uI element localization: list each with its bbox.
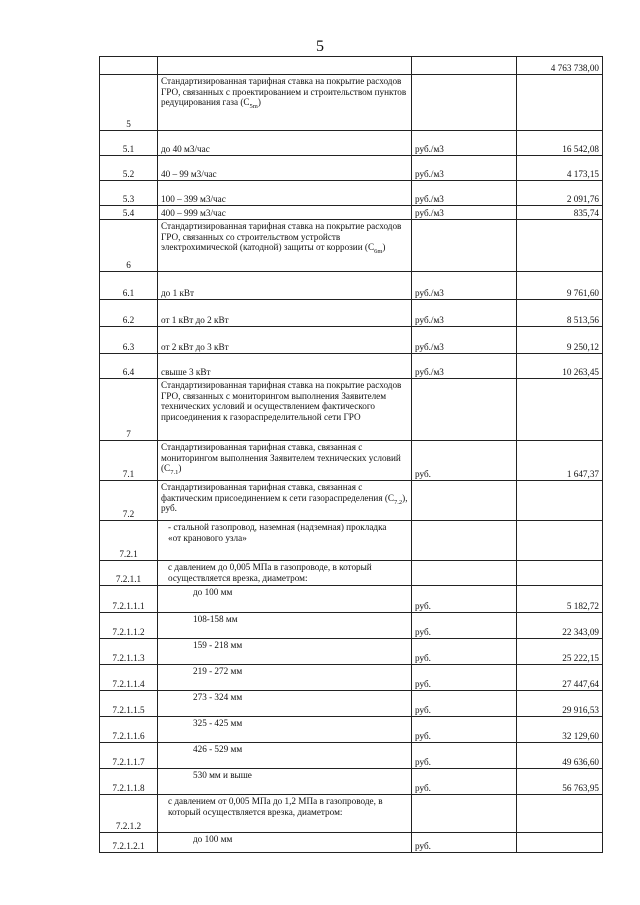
row-number: 5.1 <box>100 131 158 156</box>
row-description <box>158 300 412 327</box>
table-row <box>100 379 603 441</box>
row-description <box>158 75 412 131</box>
table-row <box>100 561 603 586</box>
row-value: 49 636,60 <box>517 743 603 769</box>
description-text: Стандартизированная тарифная ставка, связанная с фактическим присоединением к сети газораспределения (С <box>161 482 395 503</box>
table-row <box>100 717 603 743</box>
row-number: 6.4 <box>100 354 158 379</box>
description-text: с давлением от 0,005 МПа до 1,2 МПа в газопроводе, в который осуществляется врезка, диаметром: <box>168 796 383 817</box>
row-value: 16 542,08 <box>517 131 603 156</box>
row-value: 4 173,15 <box>517 156 603 181</box>
description-text: 159 - 218 мм <box>193 640 243 650</box>
row-value: 1 647,37 <box>517 441 603 481</box>
row-number: 7.2.1.1.8 <box>100 769 158 795</box>
row-number: 7.2.1.1.6 <box>100 717 158 743</box>
table-row <box>100 327 603 354</box>
description-text: до 100 мм <box>193 834 233 844</box>
row-unit: руб./м3 <box>412 156 517 181</box>
row-unit: руб. <box>412 639 517 665</box>
row-value <box>517 833 603 853</box>
row-value <box>517 379 603 441</box>
description-text: 400 – 999 м3/час <box>161 207 226 218</box>
table-row <box>100 833 603 853</box>
row-value: 5 182,72 <box>517 586 603 613</box>
row-description <box>158 639 412 665</box>
row-description <box>158 717 412 743</box>
row-number: 7 <box>100 379 158 441</box>
description-text: от 2 кВт до 3 кВт <box>161 341 229 352</box>
row-number: 5 <box>100 75 158 131</box>
row-description <box>158 156 412 181</box>
tariff-table-body <box>100 57 603 853</box>
row-value: 29 916,53 <box>517 691 603 717</box>
row-description <box>158 743 412 769</box>
row-description <box>158 561 412 586</box>
row-value: 9 761,60 <box>517 272 603 300</box>
row-value <box>517 220 603 272</box>
row-unit: руб. <box>412 586 517 613</box>
row-unit <box>412 75 517 131</box>
row-number: 7.2.1.1.1 <box>100 586 158 613</box>
row-value: 32 129,60 <box>517 717 603 743</box>
table-row <box>100 613 603 639</box>
row-unit: руб./м3 <box>412 131 517 156</box>
row-description <box>158 354 412 379</box>
row-number: 7.2.1.1.4 <box>100 665 158 691</box>
description-text: свыше 3 кВт <box>161 366 211 377</box>
description-text: 219 - 272 мм <box>193 666 243 676</box>
table-row <box>100 639 603 665</box>
description-suffix: ), руб. <box>161 492 408 513</box>
description-subscript: 7.1 <box>170 468 179 476</box>
tariff-table <box>99 56 603 853</box>
row-number: 7.2.1 <box>100 521 158 561</box>
row-description <box>158 379 412 441</box>
row-description <box>158 220 412 272</box>
row-number: 6.3 <box>100 327 158 354</box>
row-unit: руб. <box>412 833 517 853</box>
table-row <box>100 441 603 481</box>
description-text: Стандартизированная тарифная ставка на покрытие расходов ГРО, связанных со строительством устройств электрохимической (катодной) защиты от коррозии (С <box>161 221 402 252</box>
row-value: 56 763,95 <box>517 769 603 795</box>
description-subscript: 6m <box>374 247 383 255</box>
description-text-line2: «от кранового узла» <box>168 532 247 543</box>
row-unit: руб. <box>412 441 517 481</box>
table-row <box>100 586 603 613</box>
description-text: от 1 кВт до 2 кВт <box>161 314 229 325</box>
row-unit: руб./м3 <box>412 354 517 379</box>
row-description <box>158 481 412 521</box>
table-row <box>100 665 603 691</box>
description-text: Стандартизированная тарифная ставка на покрытие расходов ГРО, связанных с проектированием и строительством пунктов редуцирования газа (С <box>161 76 407 107</box>
row-value: 8 513,56 <box>517 300 603 327</box>
row-description <box>158 795 412 833</box>
row-description <box>158 613 412 639</box>
description-text: до 40 м3/час <box>161 143 210 154</box>
description-text: 100 – 399 м3/час <box>161 193 226 204</box>
table-row <box>100 300 603 327</box>
table-row <box>100 272 603 300</box>
table-row <box>100 481 603 521</box>
description-text: - стальной газопровод, наземная (надземная) прокладка <box>168 522 387 532</box>
description-suffix: ) <box>257 97 261 107</box>
table-row <box>100 57 603 75</box>
description-text: 325 - 425 мм <box>193 718 243 728</box>
row-description <box>158 586 412 613</box>
row-value <box>517 561 603 586</box>
description-text: до 100 мм <box>193 587 233 597</box>
row-description <box>158 206 412 220</box>
row-value <box>517 481 603 521</box>
row-unit: руб. <box>412 665 517 691</box>
table-row <box>100 220 603 272</box>
description-suffix: ) <box>178 463 182 473</box>
row-number: 7.1 <box>100 441 158 481</box>
row-value <box>517 521 603 561</box>
description-text: 273 - 324 мм <box>193 692 243 702</box>
table-row <box>100 206 603 220</box>
row-number: 7.2.1.1.2 <box>100 613 158 639</box>
row-description <box>158 131 412 156</box>
table-row <box>100 743 603 769</box>
row-description <box>158 181 412 206</box>
table-row <box>100 769 603 795</box>
row-number: 5.3 <box>100 181 158 206</box>
row-unit <box>412 795 517 833</box>
row-number: 7.2 <box>100 481 158 521</box>
table-row <box>100 131 603 156</box>
table-row <box>100 691 603 717</box>
row-number: 7.2.1.1.3 <box>100 639 158 665</box>
description-text: 108-158 мм <box>193 614 238 624</box>
row-number: 7.2.1.2 <box>100 795 158 833</box>
description-suffix: ) <box>382 242 386 252</box>
row-unit: руб./м3 <box>412 181 517 206</box>
row-unit <box>412 379 517 441</box>
row-unit <box>412 561 517 586</box>
row-unit: руб./м3 <box>412 300 517 327</box>
row-number: 7.2.1.1.7 <box>100 743 158 769</box>
row-number: 7.2.1.1 <box>100 561 158 586</box>
row-description <box>158 57 412 75</box>
table-row <box>100 795 603 833</box>
row-number: 6 <box>100 220 158 272</box>
row-unit <box>412 220 517 272</box>
row-unit: руб./м3 <box>412 272 517 300</box>
description-subscript: 7.2 <box>394 498 403 506</box>
row-number: 5.4 <box>100 206 158 220</box>
row-value: 25 222,15 <box>517 639 603 665</box>
table-row <box>100 156 603 181</box>
row-unit <box>412 481 517 521</box>
row-description <box>158 272 412 300</box>
description-text: до 1 кВт <box>161 287 195 298</box>
description-text: Стандартизированная тарифная ставка на покрытие расходов ГРО, связанных с мониторингом выполнения Заявителем технических условий и осуществлением фактического присоединения к газораспределительной сети ГРО <box>161 380 402 422</box>
row-unit: руб./м3 <box>412 206 517 220</box>
table-row <box>100 181 603 206</box>
row-unit: руб. <box>412 691 517 717</box>
row-description <box>158 833 412 853</box>
row-value: 22 343,09 <box>517 613 603 639</box>
row-value: 10 263,45 <box>517 354 603 379</box>
row-value: 4 763 738,00 <box>517 57 603 75</box>
row-number: 5.2 <box>100 156 158 181</box>
row-value: 835,74 <box>517 206 603 220</box>
table-row <box>100 75 603 131</box>
row-description <box>158 327 412 354</box>
description-text: Стандартизированная тарифная ставка, связанная с мониторингом выполнения Заявителем технических условий (С <box>161 442 401 473</box>
row-description <box>158 521 412 561</box>
table-row <box>100 354 603 379</box>
row-number: 6.1 <box>100 272 158 300</box>
row-unit: руб. <box>412 743 517 769</box>
row-unit: руб. <box>412 717 517 743</box>
page-number: 5 <box>316 38 324 55</box>
row-unit: руб./м3 <box>412 327 517 354</box>
description-text: с давлением до 0,005 МПа в газопроводе, в который осуществляется врезка, диаметром: <box>168 562 372 583</box>
row-description <box>158 665 412 691</box>
row-value <box>517 75 603 131</box>
description-text: 426 - 529 мм <box>193 744 243 754</box>
description-text: 40 – 99 м3/час <box>161 168 217 179</box>
row-number: 7.2.1.1.5 <box>100 691 158 717</box>
row-unit <box>412 521 517 561</box>
row-number: 7.2.1.2.1 <box>100 833 158 853</box>
row-description <box>158 769 412 795</box>
row-unit <box>412 57 517 75</box>
row-number: 6.2 <box>100 300 158 327</box>
row-value: 2 091,76 <box>517 181 603 206</box>
row-number <box>100 57 158 75</box>
description-text: 530 мм и выше <box>193 770 252 780</box>
row-value <box>517 795 603 833</box>
row-description <box>158 691 412 717</box>
row-unit: руб. <box>412 613 517 639</box>
description-subscript: 5m <box>249 102 258 110</box>
row-value: 9 250,12 <box>517 327 603 354</box>
row-description <box>158 441 412 481</box>
row-value: 27 447,64 <box>517 665 603 691</box>
row-unit: руб. <box>412 769 517 795</box>
table-row <box>100 521 603 561</box>
